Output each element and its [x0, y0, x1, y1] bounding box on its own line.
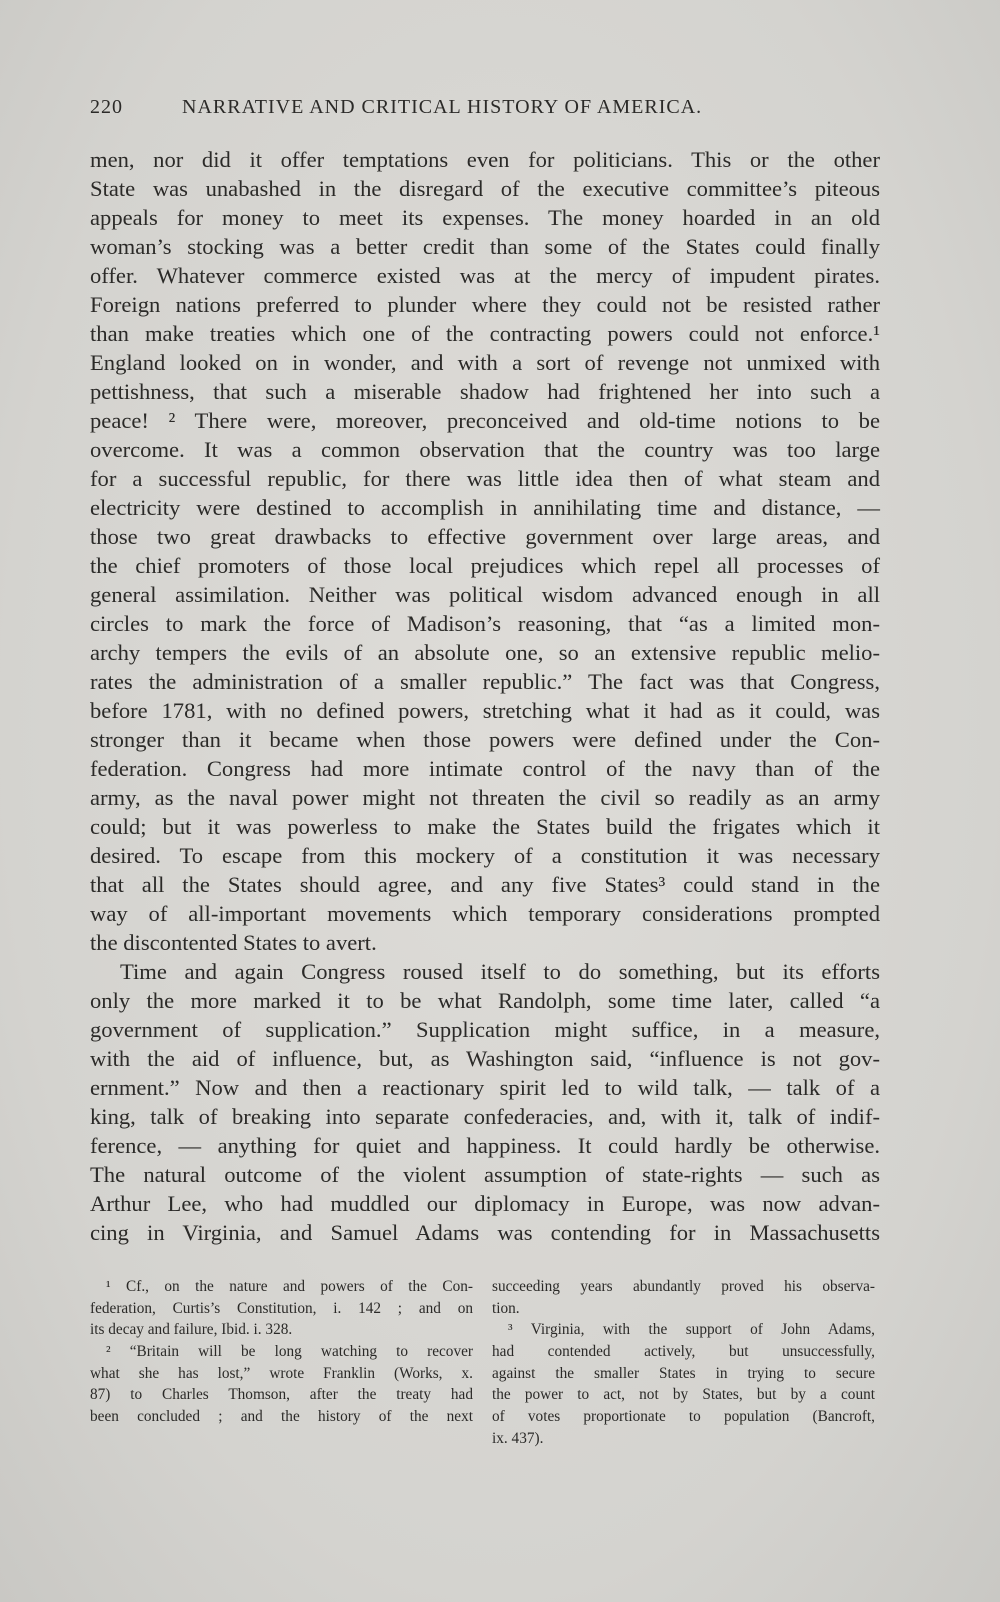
- footnote-line: succeeding years abundantly proved his observa-: [492, 1278, 875, 1295]
- body-line: offer. Whatever commerce existed was at the mercy of impudent pirates.: [90, 263, 880, 288]
- body-line: with the aid of influence, but, as Washington said, “influence is not gov-: [90, 1046, 880, 1071]
- body-line: the discontented States to avert.: [90, 930, 377, 955]
- footnote-line: its decay and failure, Ibid. i. 328.: [90, 1321, 293, 1339]
- body-line: Foreign nations preferred to plunder where they could not be resisted rather: [90, 292, 880, 317]
- body-line: appeals for money to meet its expenses. The money hoarded in an old: [90, 205, 880, 230]
- running-title: NARRATIVE AND CRITICAL HISTORY OF AMERICA.: [182, 96, 703, 118]
- body-line: desired. To escape from this mockery of a constitution it was necessary: [90, 843, 880, 868]
- body-line: England looked on in wonder, and with a sort of revenge not unmixed with: [90, 350, 880, 375]
- body-line: could; but it was powerless to make the States build the frigates which it: [90, 814, 880, 839]
- body-line: government of supplication.” Supplication might suffice, in a measure,: [90, 1017, 880, 1042]
- footnote-line: against the smaller States in trying to secure: [492, 1364, 875, 1382]
- body-line: than make treaties which one of the contracting powers could not enforce.¹: [90, 321, 880, 346]
- body-line: that all the States should agree, and any five States³ could stand in the: [90, 872, 880, 897]
- body-line: ference, — anything for quiet and happiness. It could hardly be otherwise.: [90, 1133, 880, 1158]
- body-line: stronger than it became when those powers were defined under the Con-: [90, 727, 880, 752]
- footnote-line: ² “Britain will be long watching to recover: [106, 1343, 473, 1361]
- body-line: rates the administration of a smaller republic.” The fact was that Congress,: [90, 669, 880, 694]
- body-line: overcome. It was a common observation that the country was too large: [90, 437, 880, 462]
- body-line: Arthur Lee, who had muddled our diplomacy in Europe, was now advan-: [90, 1191, 880, 1216]
- body-line: The natural outcome of the violent assumption of state-rights — such as: [90, 1162, 880, 1187]
- footnote-line: of votes proportionate to population (Bancroft,: [492, 1408, 875, 1426]
- footnotes-right-column: [492, 1276, 875, 1450]
- footnote-line: ¹ Cf., on the nature and powers of the Con-: [106, 1278, 473, 1295]
- body-line: the chief promoters of those local prejudices which repel all processes of: [90, 553, 880, 578]
- body-line: king, talk of breaking into separate confederacies, and, with it, talk of indif-: [90, 1104, 880, 1129]
- body-line: cing in Virginia, and Samuel Adams was contending for in Massachusetts: [90, 1220, 880, 1245]
- body-line: woman’s stocking was a better credit than some of the States could finally: [90, 234, 880, 259]
- footnote-line: what she has lost,” wrote Franklin (Works, x.: [90, 1364, 473, 1382]
- body-line: electricity were destined to accomplish in annihilating time and distance, —: [90, 495, 880, 520]
- body-line: pettishness, that such a miserable shadow had frightened her into such a: [90, 379, 880, 404]
- body-line: only the more marked it to be what Randolph, some time later, called “a: [90, 988, 880, 1013]
- footnote-line: the power to act, not by States, but by a count: [492, 1386, 875, 1404]
- body-line: before 1781, with no defined powers, stretching what it had as it could, was: [90, 698, 880, 723]
- footnote-line: tion.: [492, 1299, 520, 1317]
- body-line: State was unabashed in the disregard of the executive committee’s piteous: [90, 176, 880, 201]
- body-line: peace! ² There were, moreover, preconceived and old-time notions to be: [90, 408, 880, 433]
- body-line: archy tempers the evils of an absolute one, so an extensive republic melio-: [90, 640, 880, 665]
- body-line: general assimilation. Neither was political wisdom advanced enough in all: [90, 582, 880, 607]
- body-line: those two great drawbacks to effective government over large areas, and: [90, 524, 880, 549]
- footnote-line: 87) to Charles Thomson, after the treaty had: [90, 1386, 473, 1404]
- body-line: circles to mark the force of Madison’s reasoning, that “as a limited mon-: [90, 611, 880, 636]
- body-line: Time and again Congress roused itself to do something, but its efforts: [120, 959, 880, 984]
- body-text: [90, 145, 880, 1247]
- running-head: [90, 96, 880, 126]
- body-line: way of all-important movements which temporary considerations prompted: [90, 901, 880, 926]
- body-line: men, nor did it offer temptations even for politicians. This or the other: [90, 147, 880, 172]
- body-line: ernment.” Now and then a reactionary spirit led to wild talk, — talk of a: [90, 1075, 880, 1100]
- footnote-line: ³ Virginia, with the support of John Adams,: [508, 1321, 875, 1339]
- footnote-line: been concluded ; and the history of the next: [90, 1408, 473, 1426]
- footnote-line: had contended actively, but unsuccessfully,: [492, 1343, 875, 1361]
- body-line: for a successful republic, for there was little idea then of what steam and: [90, 466, 880, 491]
- footnote-line: ix. 437).: [492, 1429, 544, 1447]
- footnotes-left-column: [90, 1276, 473, 1428]
- body-line: army, as the naval power might not threaten the civil so readily as an army: [90, 785, 880, 810]
- footnote-line: federation, Curtis’s Constitution, i. 142 ; and on: [90, 1299, 473, 1317]
- body-line: federation. Congress had more intimate control of the navy than of the: [90, 756, 880, 781]
- page-number: 220: [90, 96, 123, 118]
